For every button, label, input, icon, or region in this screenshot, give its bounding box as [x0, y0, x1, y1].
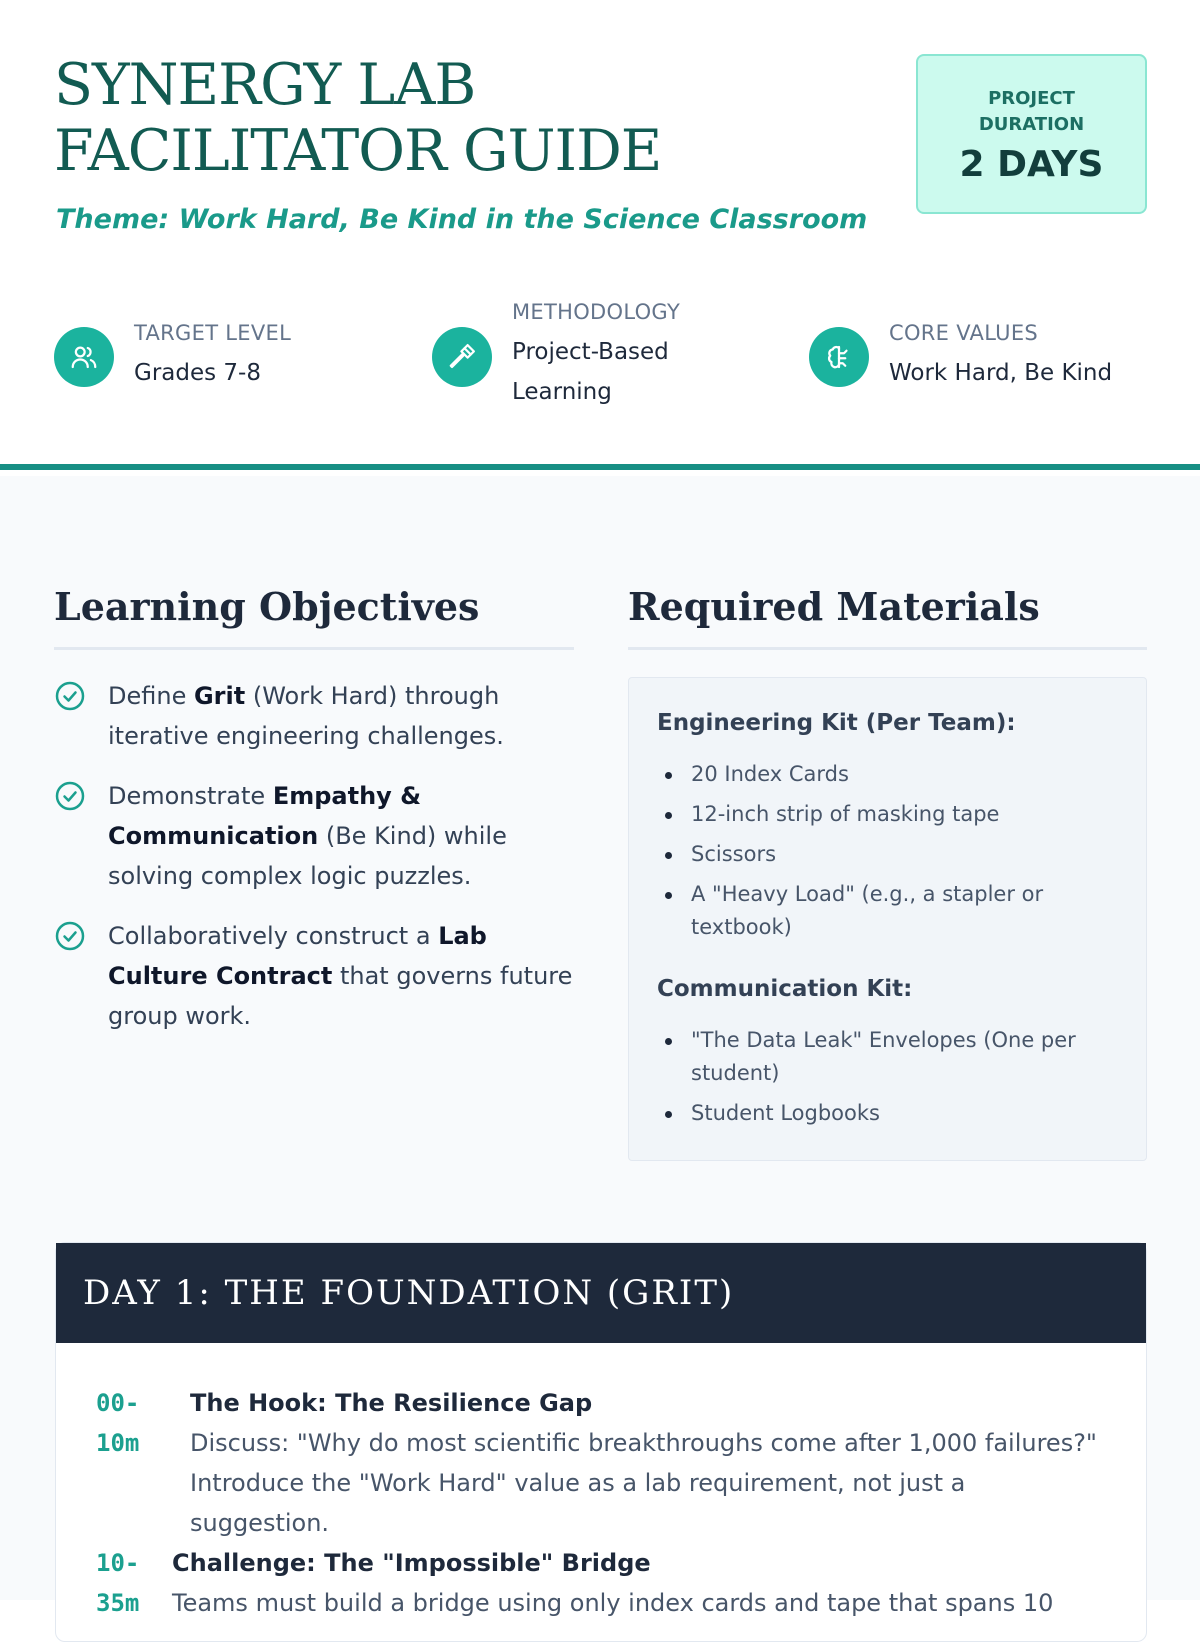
page-subtitle: Theme: Work Hard, Be Kind in the Science Classroom	[56, 204, 868, 235]
objective-keyword: Grit	[193, 682, 246, 710]
meta-value: Grades 7-8	[134, 360, 261, 386]
day-1-header	[56, 1243, 1146, 1343]
objectives-title: Learning Objectives	[54, 584, 480, 629]
materials-panel	[628, 677, 1147, 1161]
objective-item	[54, 676, 574, 756]
users-icon	[54, 327, 114, 387]
objective-keyword: Empathy & Communication	[108, 782, 422, 850]
day-1-card	[55, 1242, 1147, 1642]
objective-keyword: Lab Culture Contract	[108, 922, 487, 990]
check-circle-icon	[54, 780, 86, 812]
meta-label: CORE VALUES	[889, 321, 1039, 345]
objective-text: (Work Hard) through iterative engineering challenges.	[108, 682, 504, 750]
materials-title: Required Materials	[628, 584, 1040, 629]
hammer-icon	[432, 327, 492, 387]
objective-text: that governs future group work.	[108, 962, 573, 1030]
check-circle-icon	[54, 680, 86, 712]
duration-value: 2 DAYS	[959, 144, 1104, 185]
meta-label: METHODOLOGY	[512, 300, 681, 324]
list-item: Scissors	[657, 838, 1127, 871]
day-1-title: DAY 1: THE FOUNDATION (GRIT)	[83, 1273, 735, 1313]
engineering-kit-heading: Engineering Kit (Per Team):	[657, 710, 1016, 736]
meta-core-values	[809, 300, 1169, 420]
list-item: "The Data Leak" Envelopes (One per student)	[657, 1024, 1127, 1090]
brain-icon	[809, 327, 869, 387]
slot-title: Challenge: The "Impossible" Bridge	[172, 1549, 651, 1577]
communication-kit-list	[657, 1024, 1127, 1137]
divider	[54, 647, 574, 650]
slot-time: 10-35m	[96, 1549, 140, 1617]
slot-time: 00-10m	[96, 1389, 140, 1457]
objective-item	[54, 916, 574, 1036]
meta-value: Project-Based Learning	[512, 339, 669, 405]
objective-text: Demonstrate	[108, 782, 273, 810]
objective-text: Define	[108, 682, 194, 710]
meta-label: TARGET LEVEL	[134, 321, 292, 345]
slot-description: Discuss: "Why do most scientific breakthroughs come after 1,000 failures?" Introduce the "Work Hard" value as a lab requirement, not just a suggestion.	[190, 1429, 1097, 1537]
slot-description: Teams must build a bridge using only index cards and tape that spans 10	[172, 1589, 1054, 1617]
objective-text: Collaboratively construct a	[108, 922, 439, 950]
list-item: 20 Index Cards	[657, 758, 1127, 791]
duration-label: PROJECT DURATION	[978, 88, 1085, 135]
list-item: 12-inch strip of masking tape	[657, 798, 1127, 831]
duration-badge	[916, 54, 1147, 214]
check-circle-icon	[54, 920, 86, 952]
list-item: Student Logbooks	[657, 1097, 1127, 1130]
meta-methodology	[432, 300, 772, 420]
engineering-kit-list	[657, 758, 1127, 951]
communication-kit-heading: Communication Kit:	[657, 976, 913, 1002]
page-title: SYNERGY LAB FACILITATOR GUIDE	[54, 52, 662, 184]
list-item: A "Heavy Load" (e.g., a stapler or textbook)	[657, 878, 1127, 944]
meta-value: Work Hard, Be Kind	[889, 360, 1113, 386]
divider	[628, 647, 1147, 650]
meta-target-level	[54, 300, 394, 420]
objective-item	[54, 776, 574, 896]
header	[0, 0, 1200, 470]
slot-title: The Hook: The Resilience Gap	[190, 1389, 593, 1417]
objective-text: (Be Kind) while solving complex logic puzzles.	[108, 822, 507, 890]
